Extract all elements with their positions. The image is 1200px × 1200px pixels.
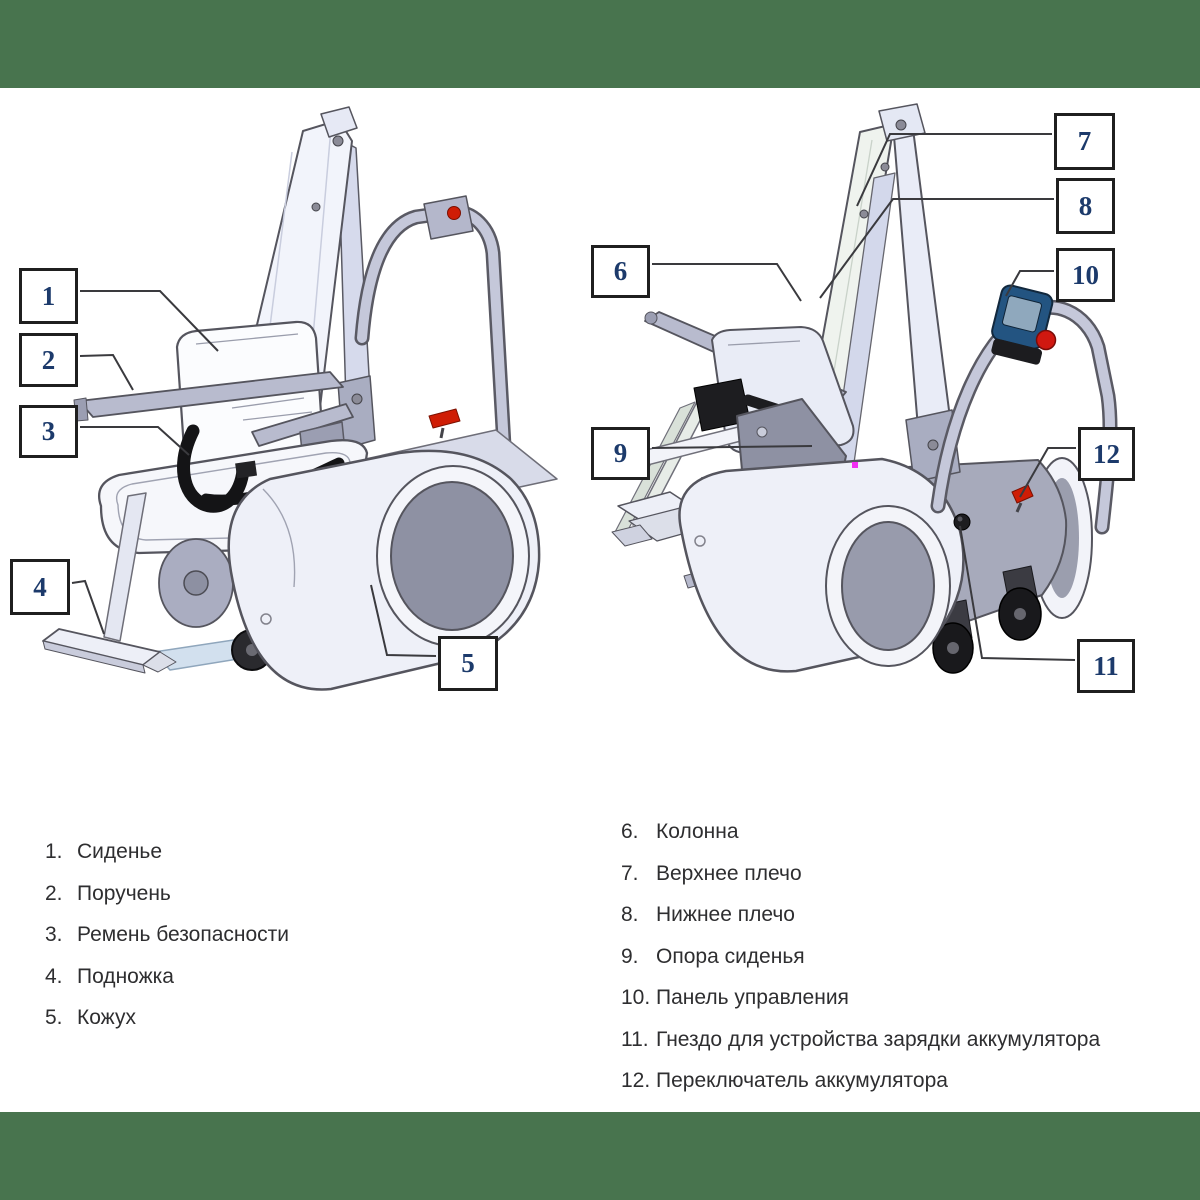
callout-box-4: 4 bbox=[10, 559, 70, 615]
legend-left-column bbox=[45, 831, 289, 1039]
pivot-bolt bbox=[333, 136, 343, 146]
legend-label: Верхнее плечо bbox=[656, 861, 802, 885]
battery-switch-front bbox=[429, 409, 460, 428]
legend-label: Ремень безопасности bbox=[77, 923, 290, 946]
callout-box-3: 3 bbox=[19, 405, 78, 458]
legend-item-2 bbox=[45, 873, 289, 915]
joystick-ball bbox=[1037, 331, 1056, 350]
control-panel bbox=[987, 284, 1057, 366]
upper-arm bbox=[893, 124, 950, 428]
legend-item-5 bbox=[45, 997, 289, 1039]
legend-number: 1. bbox=[45, 840, 63, 863]
handle-clamp bbox=[424, 196, 473, 239]
motor-hub bbox=[184, 571, 208, 595]
push-handle bbox=[362, 212, 504, 446]
legend-label: Переключатель аккумулятора bbox=[656, 1069, 948, 1092]
legend-number: 5. bbox=[45, 1006, 63, 1029]
legend-number: 10. bbox=[621, 986, 651, 1009]
leader-line-6 bbox=[652, 264, 801, 301]
legend-item-6 bbox=[621, 811, 1100, 853]
bolt bbox=[860, 210, 868, 218]
legend-number: 9. bbox=[621, 944, 639, 968]
bolt bbox=[881, 163, 889, 171]
armrest-end-cap bbox=[645, 312, 657, 324]
wheel-cover-disc bbox=[842, 522, 934, 650]
red-knob bbox=[448, 207, 461, 220]
legend-item-11 bbox=[621, 1019, 1100, 1061]
legend-label: Кожух bbox=[77, 1006, 136, 1029]
legend-item-1 bbox=[45, 831, 289, 873]
legend-label: Нижнее плечо bbox=[656, 903, 795, 926]
caster-hub bbox=[1014, 608, 1026, 620]
callout-box-9: 9 bbox=[591, 427, 650, 480]
callout-box-10: 10 bbox=[1056, 248, 1115, 302]
leader-line-4 bbox=[72, 581, 104, 634]
legend-label: Колонна bbox=[656, 820, 739, 843]
socket-highlight bbox=[958, 517, 963, 522]
legend-number: 11. bbox=[621, 1027, 649, 1051]
callout-box-2: 2 bbox=[19, 333, 78, 387]
magenta-marker bbox=[852, 462, 858, 468]
caster-hub bbox=[947, 642, 959, 654]
leader-line-3 bbox=[80, 427, 189, 455]
legend-number: 3. bbox=[45, 923, 63, 946]
bolt bbox=[352, 394, 362, 404]
legend-number: 4. bbox=[45, 964, 63, 988]
legend-label: Поручень bbox=[77, 881, 171, 905]
figure-front-view bbox=[43, 107, 557, 689]
legend-item-12 bbox=[621, 1060, 1100, 1102]
callout-box-7: 7 bbox=[1054, 113, 1115, 170]
figure-rear-view bbox=[612, 104, 1110, 673]
pivot-bolt bbox=[896, 120, 906, 130]
legend-number: 7. bbox=[621, 861, 639, 885]
belt-buckle bbox=[235, 461, 257, 479]
callout-box-8: 8 bbox=[1056, 178, 1115, 234]
charging-socket bbox=[954, 514, 970, 530]
legend-right-column bbox=[621, 811, 1100, 1102]
wheel-cover-disc bbox=[391, 482, 513, 630]
legend-item-10 bbox=[621, 977, 1100, 1019]
legend-item-9 bbox=[621, 936, 1100, 978]
legend-label: Подножка bbox=[77, 964, 174, 988]
legend-label: Опора сиденья bbox=[656, 944, 805, 968]
legend-item-4 bbox=[45, 956, 289, 998]
bolt bbox=[757, 427, 767, 437]
leader-line-2 bbox=[80, 355, 133, 390]
bolt bbox=[928, 440, 938, 450]
legend-item-3 bbox=[45, 914, 289, 956]
legend-item-7 bbox=[621, 853, 1100, 895]
callout-box-6: 6 bbox=[591, 245, 650, 298]
legend-label: Гнездо для устройства зарядки аккумулятора bbox=[656, 1027, 1101, 1051]
callout-box-1: 1 bbox=[19, 268, 78, 324]
legend-label: Панель управления bbox=[656, 986, 849, 1009]
callout-box-12: 12 bbox=[1078, 427, 1135, 481]
legend-number: 2. bbox=[45, 881, 63, 905]
switch-stem bbox=[441, 428, 443, 438]
legend-number: 12. bbox=[621, 1069, 651, 1092]
callout-box-11: 11 bbox=[1077, 639, 1135, 693]
legend-item-8 bbox=[621, 894, 1100, 936]
legend-number: 8. bbox=[621, 903, 639, 926]
legend-label: Сиденье bbox=[77, 840, 163, 863]
bolt bbox=[312, 203, 320, 211]
legend-number: 6. bbox=[621, 820, 639, 843]
callout-box-5: 5 bbox=[438, 636, 498, 691]
